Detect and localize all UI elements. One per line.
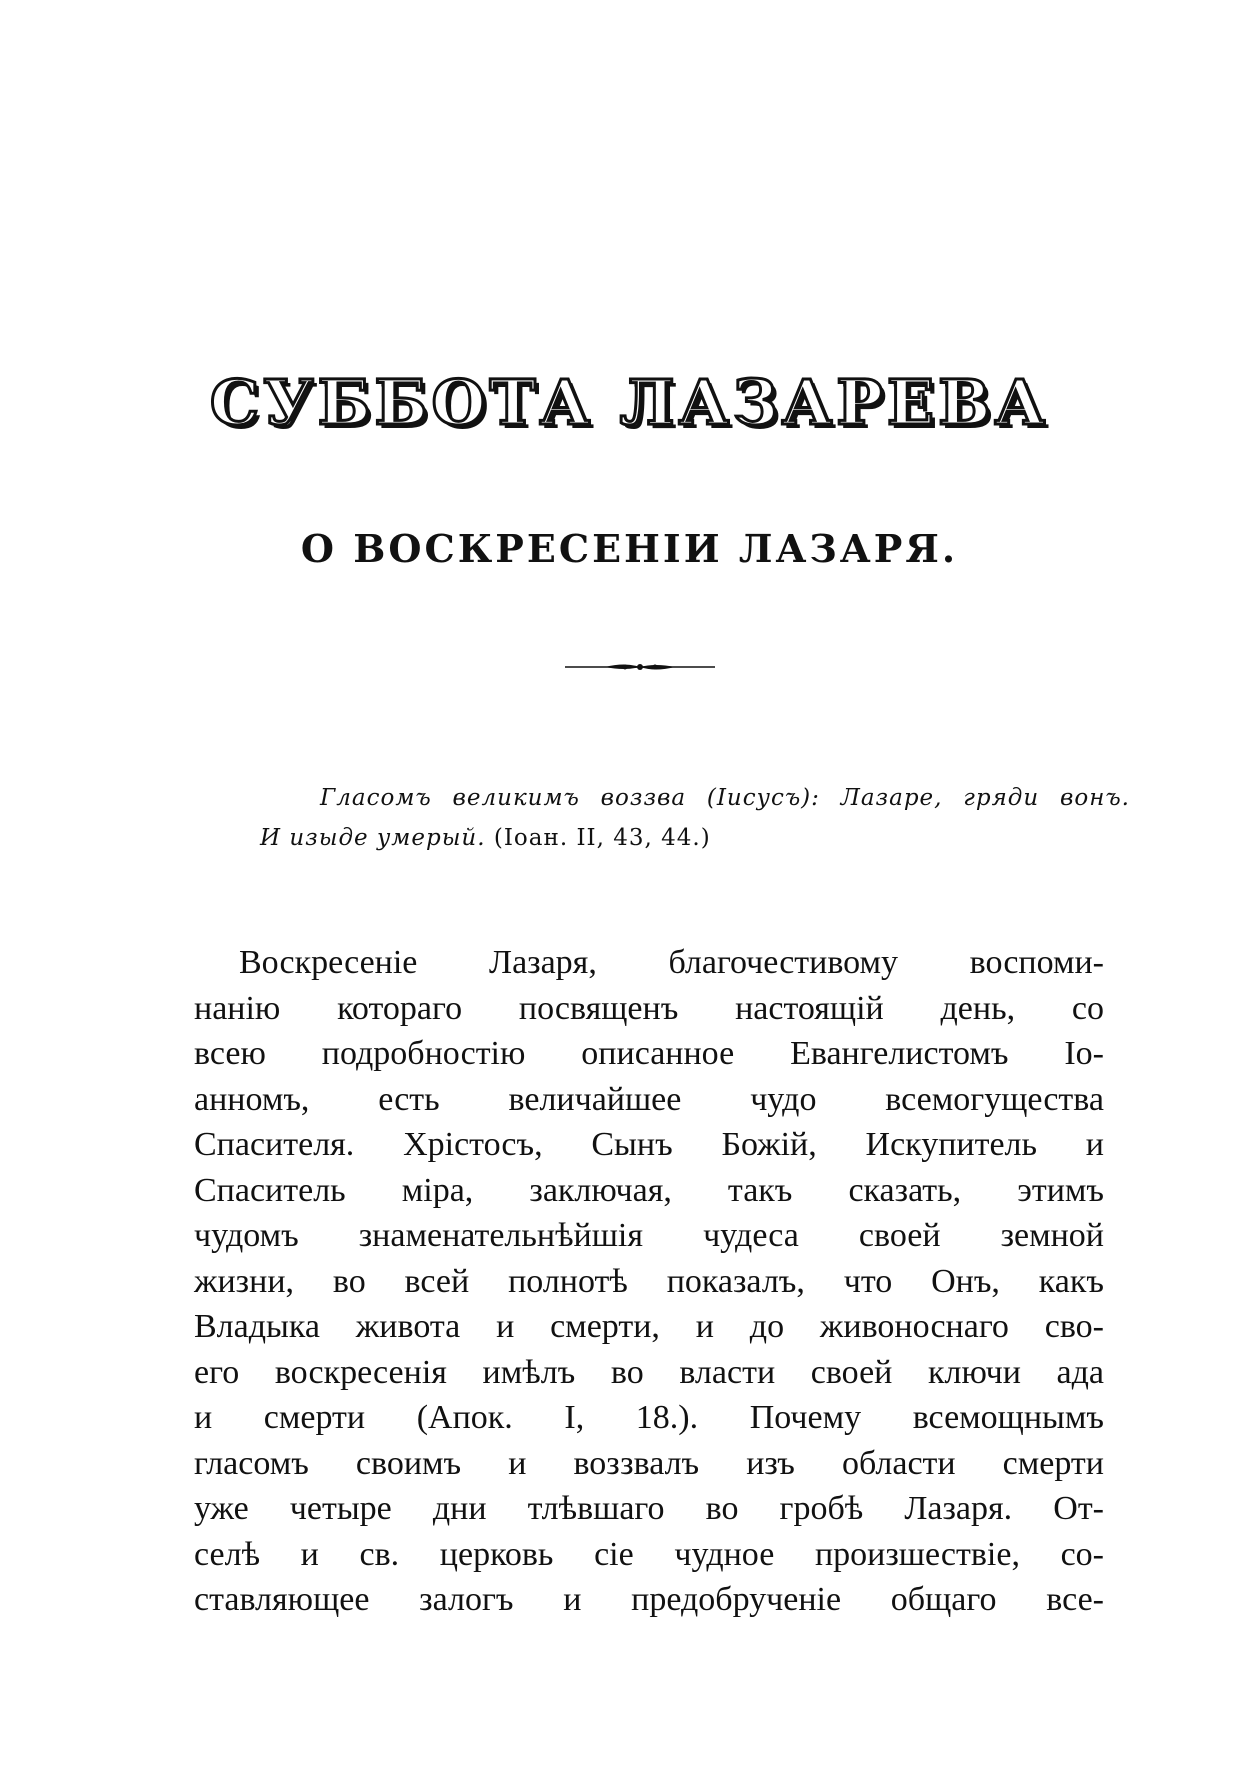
body-line: и смерти (Апок. I, 18.). Почему всемощнымъ [194,1399,1104,1436]
epigraph-reference: (Іоан. II, 43, 44.) [493,825,711,851]
body-line: ставляющее залогъ и предобрученіе общаго все- [194,1581,1104,1618]
body-line: Спаситель міра, заключая, такъ сказать, этимъ [194,1171,1104,1209]
epigraph [260,778,1130,858]
body-line: чудомъ знаменательнѣйшія чудеса своей земной [194,1217,1104,1254]
body-line: нанію котораго посвященъ настоящій день, со [194,989,1104,1027]
body-line: Владыка живота и смерти, и до живоноснаго сво- [194,1308,1104,1345]
body-line: анномъ, есть величайшее чудо всемогущества [194,1080,1104,1118]
body-line: селѣ и св. церковь сіе чудное произшествіе, со- [194,1535,1104,1573]
body-paragraph [194,940,1104,1623]
epigraph-line-1: Гласомъ великимъ воззва (Іисусъ): Лазаре, гряди вонъ. [320,785,1130,811]
body-line: жизни, во всей полнотѣ показалъ, что Онъ, какъ [194,1262,1104,1300]
epigraph-line-2 [260,818,1130,858]
page-title: СУББОТА ЛАЗАРЕВА [209,366,1050,439]
epigraph-line-2-text: И изыде умерый. [260,825,486,851]
body-line: уже четыре дни тлѣвшаго во гробѣ Лазаря. От- [194,1490,1104,1527]
ornament-divider-icon [565,660,715,674]
body-line: всею подробностію описанное Евангелистомъ Іо- [194,1035,1104,1072]
body-line: его воскресенія имѣлъ во власти своей ключи ада [194,1353,1104,1391]
body-line: гласомъ своимъ и воззвалъ изъ области смерти [194,1444,1104,1482]
body-line: Воскресеніе Лазаря, благочестивому воспоми- [239,944,1104,981]
body-line: Спасителя. Хрістосъ, Сынъ Божій, Искупитель и [194,1126,1104,1163]
section-subtitle: О ВОСКРЕСЕНІИ ЛАЗАРЯ. [300,526,959,571]
